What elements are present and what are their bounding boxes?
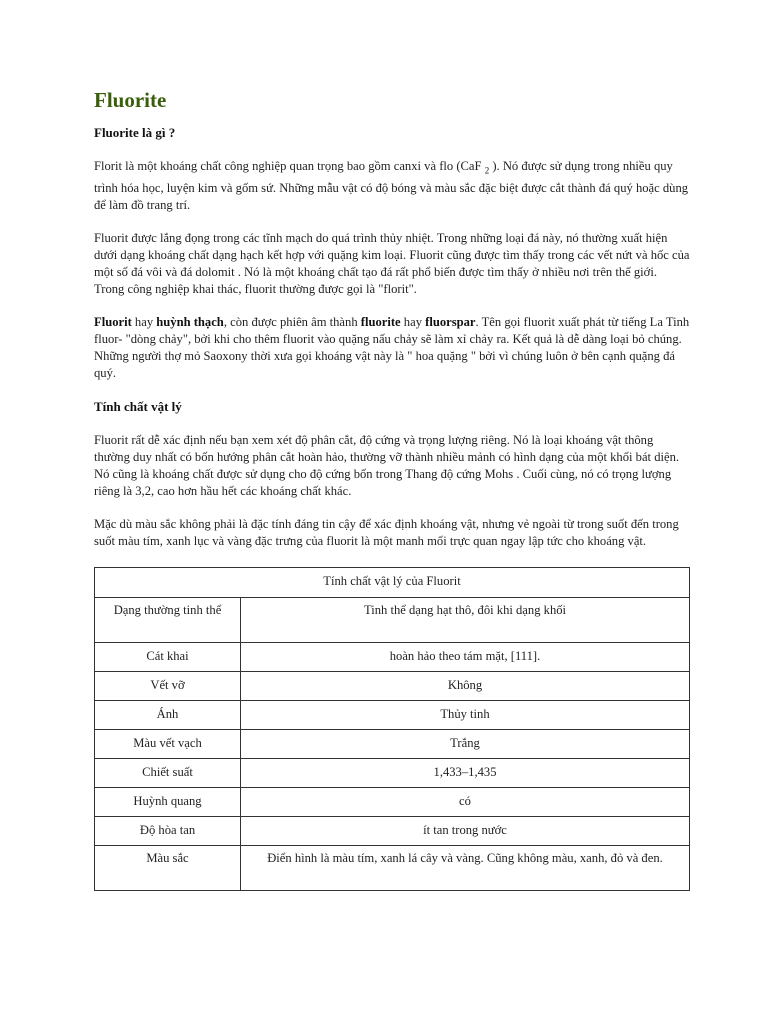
paragraph-4: Fluorit rất dễ xác định nếu bạn xem xét độ phân cắt, độ cứng và trọng lượng riêng. Nó là loại khoáng vật thông thường duy nhất có bốn hướng phân cắt hoàn hảo, thường vỡ thành nhiều mảnh có hình dạng của một khối bát diện. Nó cũng là khoáng chất được sử dụng cho độ cứng bốn trong Thang độ cứng Mohs . Cuối cùng, nó có trọng lượng riêng là 3,2, cao hơn hầu hết các khoáng chất khác.: [94, 432, 680, 498]
property-value: có: [241, 787, 690, 816]
paragraph-5: Mặc dù màu sắc không phải là đặc tính đáng tin cậy để xác định khoáng vật, nhưng vẻ ngoài từ trong suốt đến trong suốt màu tím, xanh lục và vàng đặc trưng của fluorit là một manh mối trực quan ngay lập tức cho khoáng vật.: [94, 516, 679, 548]
property-name: Độ hòa tan: [95, 816, 241, 845]
term-huynh-thach: huỳnh thạch: [156, 314, 224, 329]
property-name: Màu sắc: [95, 845, 241, 890]
intro-heading: Fluorite là gì ?: [94, 125, 176, 140]
property-name: Chiết suất: [95, 758, 241, 787]
table-row: [95, 729, 690, 758]
table-row: [95, 700, 690, 729]
property-value: 1,433–1,435: [241, 758, 690, 787]
property-value: Không: [241, 671, 690, 700]
paragraph-3-text-2: , còn được phiên âm thành: [223, 314, 361, 329]
formula-subscript: 2: [484, 165, 490, 176]
physical-properties-heading: Tính chất vật lý: [94, 398, 182, 414]
properties-table: [94, 567, 690, 891]
paragraph-3: [94, 314, 690, 382]
property-value: hoàn hảo theo tám mặt, [111].: [241, 642, 690, 671]
property-value: Trắng: [241, 729, 690, 758]
property-value: ít tan trong nước: [241, 816, 690, 845]
term-fluorit: Fluorit: [94, 314, 132, 329]
document-page: [94, 86, 690, 891]
table-row: [95, 816, 690, 845]
property-value: Điển hình là màu tím, xanh lá cây và vàng. Cũng không màu, xanh, đỏ và đen.: [241, 845, 690, 890]
term-fluorspar: fluorspar: [425, 314, 476, 329]
property-name: Ánh: [95, 700, 241, 729]
paragraph-1-before: Florit là một khoáng chất công nghiệp quan trọng bao gồm canxi và flo (CaF: [94, 159, 485, 173]
property-name: Vết vỡ: [95, 671, 241, 700]
page-title: Fluorite: [94, 88, 167, 112]
paragraph-3-text-4: . Tên gọi fluorit xuất phát từ tiếng La Tinh fluor- "dòng chảy", bởi khi cho thêm fluorit vào quặng nấu chảy sẽ làm xỉ chảy ra. Kết quả là dễ dàng loại bỏ chúng. Những người thợ mỏ Saoxony thời xưa gọi khoáng vật này là " hoa quặng " bởi vì chúng luôn ở bên cạnh quặng đá quý.: [94, 314, 690, 380]
property-value: Thủy tinh: [241, 700, 690, 729]
table-caption: Tính chất vật lý của Fluorit: [95, 567, 690, 597]
property-value: Tinh thể dạng hạt thô, đôi khi dạng khối: [241, 597, 690, 642]
paragraph-2: Fluorit được lắng đọng trong các tĩnh mạch do quá trình thủy nhiệt. Trong những loại đá này, nó thường xuất hiện dưới dạng khoáng chất dạng hạch kết hợp với quặng kim loại. Fluorit cũng được tìm thấy trong các vết nứt và hốc của một số đá vôi và đá dolomit . Nó là một khoáng chất tạo đá rất phổ biến được tìm thấy ở nhiều nơi trên thế giới. Trong công nghiệp khai thác, fluorit thường được gọi là "florit".: [94, 230, 690, 296]
property-name: Màu vết vạch: [95, 729, 241, 758]
table-caption-row: [95, 567, 690, 597]
table-row: [95, 758, 690, 787]
table-row: [95, 671, 690, 700]
table-row: [95, 845, 690, 890]
term-fluorite: fluorite: [360, 314, 401, 329]
paragraph-3-text-3: hay: [400, 314, 426, 329]
table-row: [95, 787, 690, 816]
table-row: [95, 597, 690, 642]
paragraph-3-text-1: hay: [131, 314, 157, 329]
paragraph-1: [94, 158, 690, 214]
property-name: Cát khai: [95, 642, 241, 671]
property-name: Huỳnh quang: [95, 787, 241, 816]
property-name: Dạng thường tinh thể: [95, 597, 241, 642]
paragraph-1-after: ). Nó được sử dụng trong nhiều quy trình hóa học, luyện kim và gốm sứ. Những mẫu vật có độ bóng và màu sắc đặc biệt được cắt thành đá quý hoặc dùng để làm đồ trang trí.: [94, 159, 689, 212]
table-row: [95, 642, 690, 671]
